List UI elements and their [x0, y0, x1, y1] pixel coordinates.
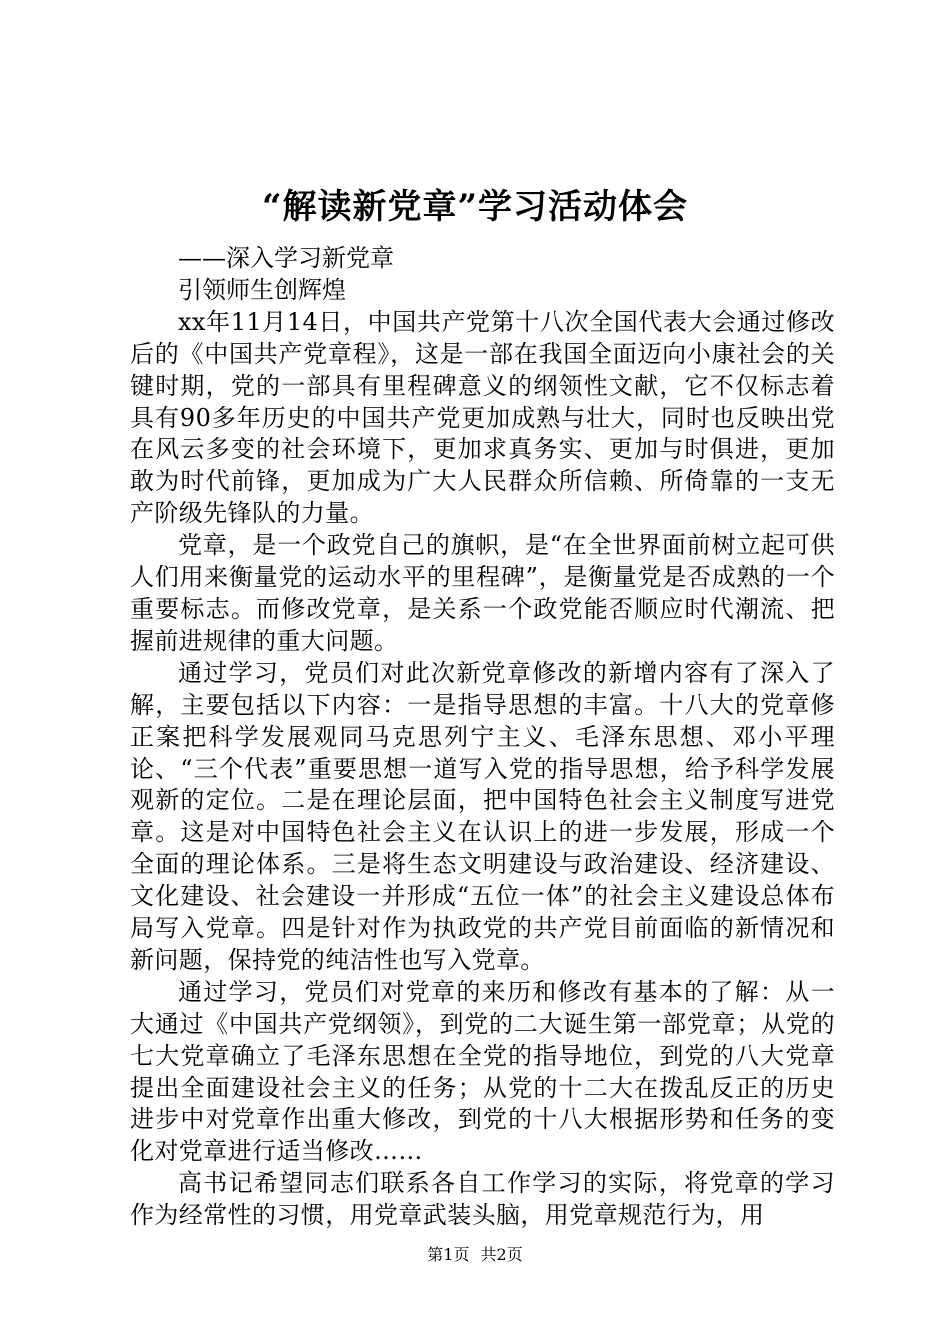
paragraph-1: xx年11月14日，中国共产党第十八次全国代表大会通过修改后的《中国共产党章程》，这是一部在我国全面迈向小康社会的关键时期，党的一部具有里程碑意义的纲领性文献，它不仅标志着具有90多年历史的中国共产党更加成熟与壮大，同时也反映出党在风云多变的社会环境下，更加求真务实、更加与时俱进，更加敢为时代前锋，更加成为广大人民群众所信赖、所倚靠的一支无产阶级先锋队的力量。: [130, 307, 835, 528]
page-total: 共2页: [480, 1245, 523, 1264]
paragraph-5: 高书记希望同志们联系各自工作学习的实际，将党章的学习作为经常性的习惯，用党章武装头脑，用党章规范行为，用: [130, 1169, 835, 1230]
document-body: [130, 243, 835, 1232]
page-footer: [0, 1245, 950, 1265]
paragraph-3: 通过学习，党员们对此次新党章修改的新增内容有了深入了解，主要包括以下内容：一是指导思想的丰富。十八大的党章修正案把科学发展观同马克思列宁主义、毛泽东思想、邓小平理论、“三个代表”重要思想一道写入党的指导思想，给予科学发展观新的定位。二是在理论层面，把中国特色社会主义制度写进党章。这是对中国特色社会主义在认识上的进一步发展，形成一个全面的理论体系。三是将生态文明建设与政治建设、经济建设、文化建设、社会建设一并形成“五位一体”的社会主义建设总体布局写入党章。四是针对作为执政党的共产党目前面临的新情况和新问题，保持党的纯洁性也写入党章。: [130, 658, 835, 974]
subtitle-line-2: 引领师生创辉煌: [178, 275, 346, 304]
paragraph-4: 通过学习，党员们对党章的来历和修改有基本的了解：从一大通过《中国共产党纲领》，到党的二大诞生第一部党章；从党的七大党章确立了毛泽东思想在全党的指导地位，到党的八大党章提出全面建设社会主义的任务；从党的十二大在拨乱反正的历史进步中对党章作出重大修改，到党的十八大根据形势和任务的变化对党章进行适当修改……: [130, 977, 835, 1166]
paragraph-2: 党章，是一个政党自己的旗帜，是“在全世界面前树立起可供人们用来衡量党的运动水平的里程碑”，是衡量党是否成熟的一个重要标志。而修改党章，是关系一个政党能否顺应时代潮流、把握前进规律的重大问题。: [130, 531, 835, 655]
subtitle-line-1: ——深入学习新党章: [178, 244, 394, 272]
page-number: 第1页: [427, 1245, 470, 1264]
document-title: “解读新党章”学习活动体会: [261, 187, 689, 227]
